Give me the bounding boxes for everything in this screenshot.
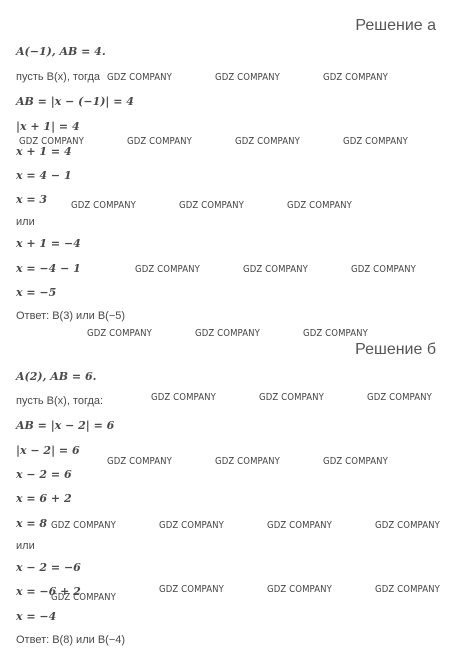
solution-b-line-6: x = 6 + 2 xyxy=(16,492,72,505)
solution-b-line-9: x − 2 = −6 xyxy=(16,561,81,574)
solution-b-line-10: x = −6 + 2 xyxy=(16,585,81,598)
solution-a-line-10: x = −4 − 1 xyxy=(16,262,81,275)
solution-b-line-3: AB = |x − 2| = 6 xyxy=(16,419,115,432)
solution-a-line-7: x = 3 xyxy=(16,193,48,206)
watermark-text: GDZ COMPANY xyxy=(215,456,280,467)
watermark-text: GDZ COMPANY xyxy=(367,392,432,403)
watermark-text: GDZ COMPANY xyxy=(303,328,368,339)
watermark-text: GDZ COMPANY xyxy=(259,392,324,403)
solution-a-line-5: x + 1 = 4 xyxy=(16,145,72,158)
heading-solution-a: Решение а xyxy=(355,17,436,34)
solution-a-line-11: x = −5 xyxy=(16,286,57,299)
watermark-text: GDZ COMPANY xyxy=(375,520,440,531)
watermark-text: GDZ COMPANY xyxy=(323,456,388,467)
watermark-text: GDZ COMPANY xyxy=(195,328,260,339)
heading-solution-b: Решение б xyxy=(355,341,436,358)
watermark-text: GDZ COMPANY xyxy=(235,136,300,147)
watermark-text: GDZ COMPANY xyxy=(287,200,352,211)
solution-b-answer: Ответ: B(8) или B(−4) xyxy=(16,634,126,646)
watermark-text: GDZ COMPANY xyxy=(215,72,280,83)
watermark-text: GDZ COMPANY xyxy=(343,136,408,147)
watermark-text: GDZ COMPANY xyxy=(51,592,116,603)
solution-b-line-7: x = 8 xyxy=(16,517,48,530)
watermark-text: GDZ COMPANY xyxy=(375,584,440,595)
solution-b-line-4: |x − 2| = 6 xyxy=(16,444,80,457)
watermark-text: GDZ COMPANY xyxy=(51,520,116,531)
solution-a-line-3: AB = |x − (−1)| = 4 xyxy=(16,95,134,108)
watermark-text: GDZ COMPANY xyxy=(71,200,136,211)
solution-b-line-2: пусть B(x), тогда: xyxy=(16,395,104,407)
watermark-text: GDZ COMPANY xyxy=(135,264,200,275)
solution-b-line-5: x − 2 = 6 xyxy=(16,468,72,481)
watermark-text: GDZ COMPANY xyxy=(179,200,244,211)
watermark-text: GDZ COMPANY xyxy=(107,456,172,467)
watermark-text: GDZ COMPANY xyxy=(19,136,84,147)
watermark-text: GDZ COMPANY xyxy=(243,264,308,275)
watermark-text: GDZ COMPANY xyxy=(107,72,172,83)
solution-b-line-11: x = −4 xyxy=(16,610,57,623)
watermark-text: GDZ COMPANY xyxy=(151,392,216,403)
solution-a-line-6: x = 4 − 1 xyxy=(16,169,72,182)
watermark-text: GDZ COMPANY xyxy=(267,584,332,595)
solution-a-line-4: |x + 1| = 4 xyxy=(16,120,80,133)
solution-a-line-2: пусть B(x), тогда xyxy=(16,71,101,83)
watermark-text: GDZ COMPANY xyxy=(267,520,332,531)
watermark-text: GDZ COMPANY xyxy=(159,520,224,531)
watermark-text: GDZ COMPANY xyxy=(351,264,416,275)
solution-b-line-8: или xyxy=(16,540,35,552)
watermark-text: GDZ COMPANY xyxy=(87,328,152,339)
solution-a-line-1: A(−1), AB = 4. xyxy=(16,45,106,58)
watermark-text: GDZ COMPANY xyxy=(127,136,192,147)
watermark-text: GDZ COMPANY xyxy=(159,584,224,595)
solution-b-line-1: A(2), AB = 6. xyxy=(16,370,97,383)
solution-a-answer: Ответ: B(3) или B(−5) xyxy=(16,310,126,322)
watermark-text: GDZ COMPANY xyxy=(323,72,388,83)
solution-a-line-9: x + 1 = −4 xyxy=(16,237,81,250)
solution-a-line-8: или xyxy=(16,216,35,228)
